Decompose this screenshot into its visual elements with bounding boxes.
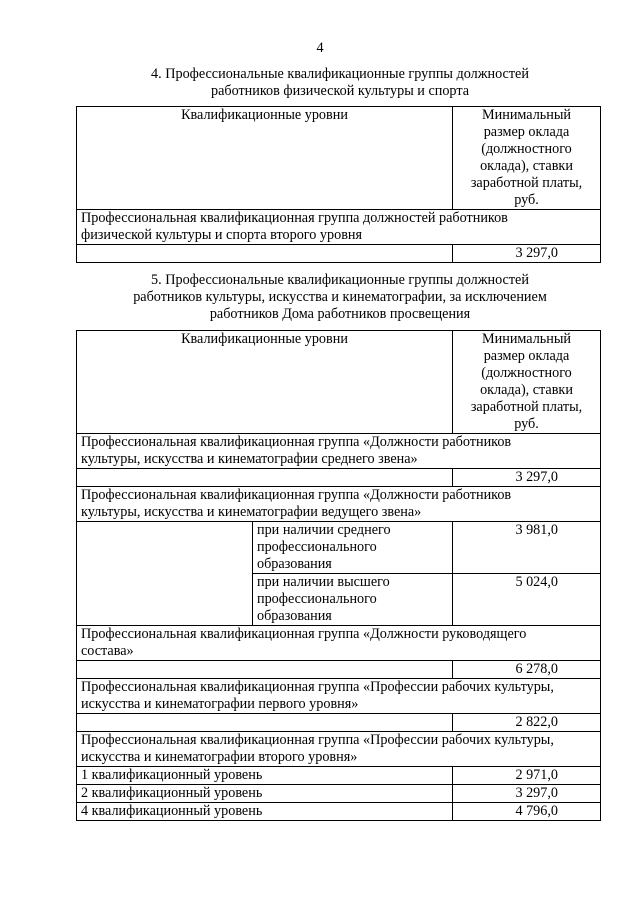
group-title: Профессиональная квалификационная группа «Профессии рабочих культуры, искусства и кинематографии первого уровня» <box>77 679 601 714</box>
group-title-row <box>77 732 601 767</box>
header-salary: Минимальный размер оклада (должностного оклада), ставки заработной платы, руб. <box>453 107 601 210</box>
salary-value: 2 822,0 <box>453 714 601 732</box>
group-title-row <box>77 679 601 714</box>
empty-cell <box>77 245 453 263</box>
subgroup-row <box>77 522 601 574</box>
table-header-row <box>77 331 601 434</box>
section-5-title-line: работников Дома работников просвещения <box>209 306 471 322</box>
section-4-title <box>60 66 620 100</box>
group-title-row <box>77 210 601 245</box>
salary-value: 4 796,0 <box>453 803 601 821</box>
salary-value: 3 981,0 <box>453 522 601 574</box>
section-4-title-line: 4. Профессиональные квалификационные группы должностей <box>151 66 529 82</box>
group-title-row <box>77 434 601 469</box>
salary-value: 3 297,0 <box>453 785 601 803</box>
section-4-table <box>76 106 601 263</box>
header-salary: Минимальный размер оклада (должностного оклада), ставки заработной платы, руб. <box>453 331 601 434</box>
group-title: Профессиональная квалификационная группа «Профессии рабочих культуры, искусства и кинематографии второго уровня» <box>77 732 601 767</box>
empty-cell <box>77 522 253 626</box>
section-4-title-line: работников физической культуры и спорта <box>210 83 470 99</box>
level-row <box>77 803 601 821</box>
salary-value: 2 971,0 <box>453 767 601 785</box>
salary-value: 3 297,0 <box>453 245 601 263</box>
empty-cell <box>77 661 453 679</box>
level-label: 1 квалификационный уровень <box>77 767 453 785</box>
level-row <box>77 767 601 785</box>
table-header-row <box>77 107 601 210</box>
group-title: Профессиональная квалификационная группа должностей работников физической культуры и спорта второго уровня <box>77 210 601 245</box>
group-title: Профессиональная квалификационная группа «Должности работников культуры, искусства и кинематографии среднего звена» <box>77 434 601 469</box>
group-title: Профессиональная квалификационная группа «Должности работников культуры, искусства и кинематографии ведущего звена» <box>77 487 601 522</box>
level-label: 2 квалификационный уровень <box>77 785 453 803</box>
page-number: 4 <box>316 40 324 56</box>
level-label: 4 квалификационный уровень <box>77 803 453 821</box>
header-levels: Квалификационные уровни <box>77 107 453 210</box>
group-title-row <box>77 487 601 522</box>
salary-value: 5 024,0 <box>453 574 601 626</box>
section-5-title-line: 5. Профессиональные квалификационные группы должностей <box>151 272 529 288</box>
section-5-table <box>76 330 601 821</box>
empty-cell <box>77 469 453 487</box>
salary-value: 3 297,0 <box>453 469 601 487</box>
section-5-title <box>60 272 620 323</box>
group-title-row <box>77 626 601 661</box>
group-value-row <box>77 714 601 732</box>
group-value-row <box>77 469 601 487</box>
level-row <box>77 785 601 803</box>
header-levels: Квалификационные уровни <box>77 331 453 434</box>
subgroup-label: при наличии высшего профессионального образования <box>253 574 453 626</box>
empty-cell <box>77 714 453 732</box>
section-5-title-line: работников культуры, искусства и кинематографии, за исключением <box>133 289 547 305</box>
group-title: Профессиональная квалификационная группа «Должности руководящего состава» <box>77 626 601 661</box>
group-value-row <box>77 245 601 263</box>
group-value-row <box>77 661 601 679</box>
subgroup-label: при наличии среднего профессионального образования <box>253 522 453 574</box>
salary-value: 6 278,0 <box>453 661 601 679</box>
